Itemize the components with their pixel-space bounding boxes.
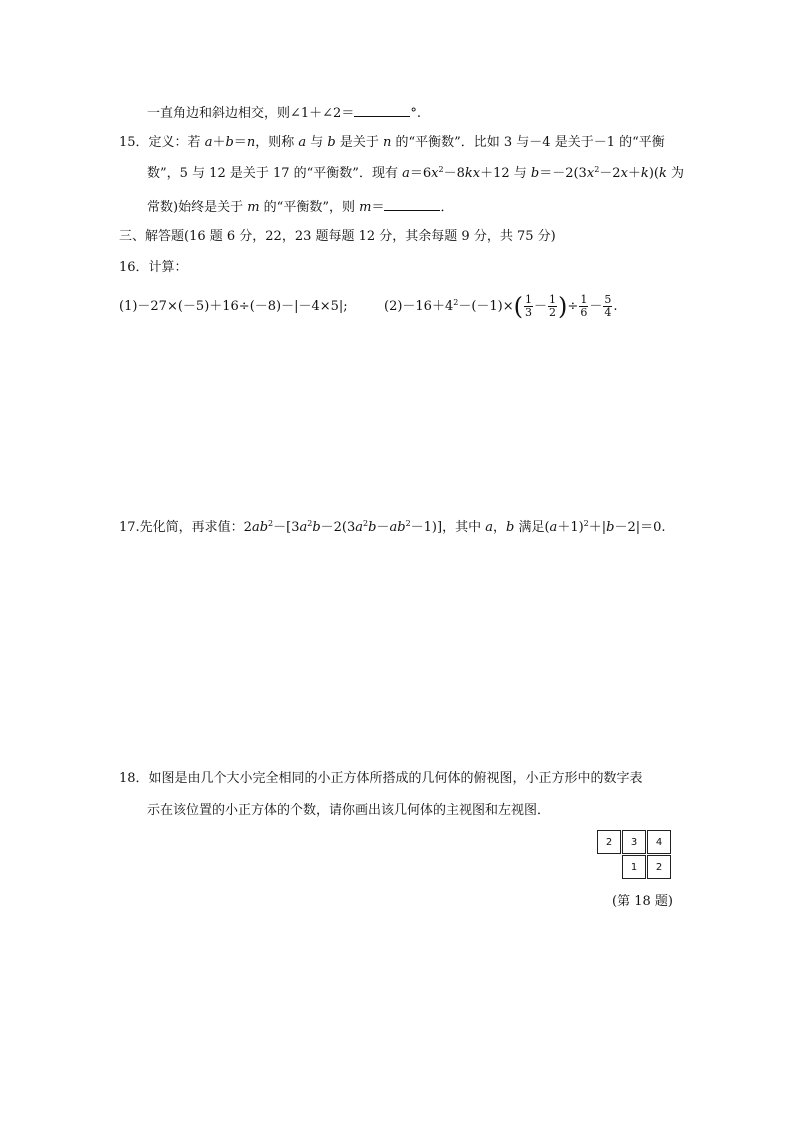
q17-text: 17.先化简，再求值：2 [119,520,252,535]
section-heading [119,229,556,245]
q15-answer-blank[interactable] [384,198,440,211]
q18-text: 18．如图是由几个大小完全相同的小正方体所搭成的几何体的俯视图，小正方形中的数字表 [119,771,643,786]
q15-text: ，则称 [255,135,299,150]
top-view-grid [597,830,675,880]
q16-part1 [119,299,348,315]
q16-part2-text: －(－1)× [458,299,514,314]
var-b: b [312,520,321,535]
operator: － [589,299,603,314]
fraction [548,294,557,319]
denominator: 3 [525,306,533,319]
var-b: b [225,135,234,150]
var-b: b [368,520,377,535]
var-a: a [402,166,410,181]
var-m: m [247,200,260,215]
grid-cell: 1 [622,855,646,879]
q15-text: ＝6 [409,166,432,181]
q15-text: 与 [306,135,328,150]
q18-caption [612,894,673,910]
var-x: x [586,166,595,181]
q14-answer-blank[interactable] [354,104,410,117]
exponent: 2 [453,298,459,307]
var-m: m [359,200,372,215]
q15-line2 [147,166,684,182]
q15-text: 的“平衡数”，则 [259,200,360,215]
exponent: 2 [363,519,369,528]
exponent: 2 [594,165,600,174]
grid-cell: 4 [647,830,671,854]
numerator: 1 [549,293,557,306]
numerator: 1 [525,293,533,306]
q16-title-text: 16．计算： [119,260,188,275]
var-ab: ab [389,520,406,535]
right-paren: ) [558,292,568,321]
exponent: 2 [583,519,589,528]
var-a: a [298,135,307,150]
q15-text: ＋12 与 [480,166,531,181]
exponent: 2 [268,519,274,528]
q17-text: ， [492,520,506,535]
section-heading-text: 三、解答题(16 题 6 分，22，23 题每题 12 分，其余每题 9 分，共 75 分) [119,229,556,244]
q15-text: 的“平衡数”．比如 3 与－4 是关于－1 的“平衡 [391,135,665,150]
left-paren: ( [513,292,524,321]
operator: ÷ [567,299,579,314]
q15-text: －2 [599,166,621,181]
q15-text: ＋ [212,135,226,150]
q15-text: ＝ [371,200,385,215]
exponent: 2 [405,519,411,528]
var-n: n [382,135,392,150]
q15-text: ＝－2(3 [539,166,587,181]
var-b: b [327,135,336,150]
q15-text: )( [648,166,659,181]
q16-part1-expression: (1)－27×(－5)＋16÷(－8)－|－4×5|; [119,299,348,314]
q17-text: －1)]，其中 [410,520,486,535]
var-x: x [431,166,439,181]
q17-text: 满足( [514,520,550,535]
q16-part2-text: . [613,299,618,314]
q16-part2 [384,290,617,324]
fraction [603,294,612,319]
q15-text: ． [440,200,454,215]
denominator: 4 [604,306,612,319]
q14-unit: °. [410,106,421,121]
q14-text: 一直角边和斜边相交，则∠1＋∠2＝ [147,106,355,121]
numerator: 1 [580,293,588,306]
var-a: a [485,520,493,535]
var-a: a [299,520,308,535]
var-k: k [658,166,667,181]
q15-text: 为 [666,166,684,181]
var-kx: kx [464,166,481,181]
q18-text: 示在该位置的小正方体的个数，请你画出该几何体的主视图和左视图． [147,803,551,818]
q17-text: －2|＝0. [614,520,666,535]
q18-line1 [119,771,643,787]
q18-line2 [147,803,550,819]
exponent: 2 [438,165,444,174]
var-a: a [355,520,364,535]
denominator: 6 [580,306,588,319]
q17-text: ＋1) [557,520,584,535]
var-k: k [640,166,649,181]
q15-text: 是关于 [335,135,383,150]
q17-text: － [376,520,390,535]
q18-caption-text: (第 18 题) [612,894,673,909]
exponent: 2 [307,519,313,528]
var-x: x [620,166,628,181]
var-a: a [204,135,213,150]
q17-text: －[3 [273,520,300,535]
grid-cell: 2 [597,830,621,854]
operator: － [534,299,548,314]
fraction [579,294,588,319]
var-ab: ab [251,520,269,535]
grid-cell: 2 [647,855,671,879]
q15-text: 数”，5 与 12 是关于 17 的“平衡数”．现有 [147,166,403,181]
q15-text: ＝ [233,135,247,150]
q14-tail [147,104,421,122]
var-b: b [606,520,615,535]
q17-text: ＋| [588,520,607,535]
denominator: 2 [549,306,557,319]
numerator: 5 [604,293,612,306]
var-b: b [506,520,515,535]
q15-line1 [119,135,665,151]
q15-line3 [147,198,453,216]
q15-text: 定义：若 [148,135,205,150]
var-b: b [530,166,540,181]
var-n: n [246,135,256,150]
q16-part2-text: (2)－16＋4 [384,299,454,314]
q17-line [119,520,666,536]
q15-text: ＋ [627,166,641,181]
var-a: a [549,520,558,535]
grid-cell: 3 [622,830,646,854]
q16-title [119,260,188,276]
q15-text: 常数)始终是关于 [147,200,248,215]
fraction [524,294,533,319]
q15-number: 15． [119,135,149,150]
q15-text: －8 [443,166,465,181]
q17-text: －2(3 [320,520,356,535]
